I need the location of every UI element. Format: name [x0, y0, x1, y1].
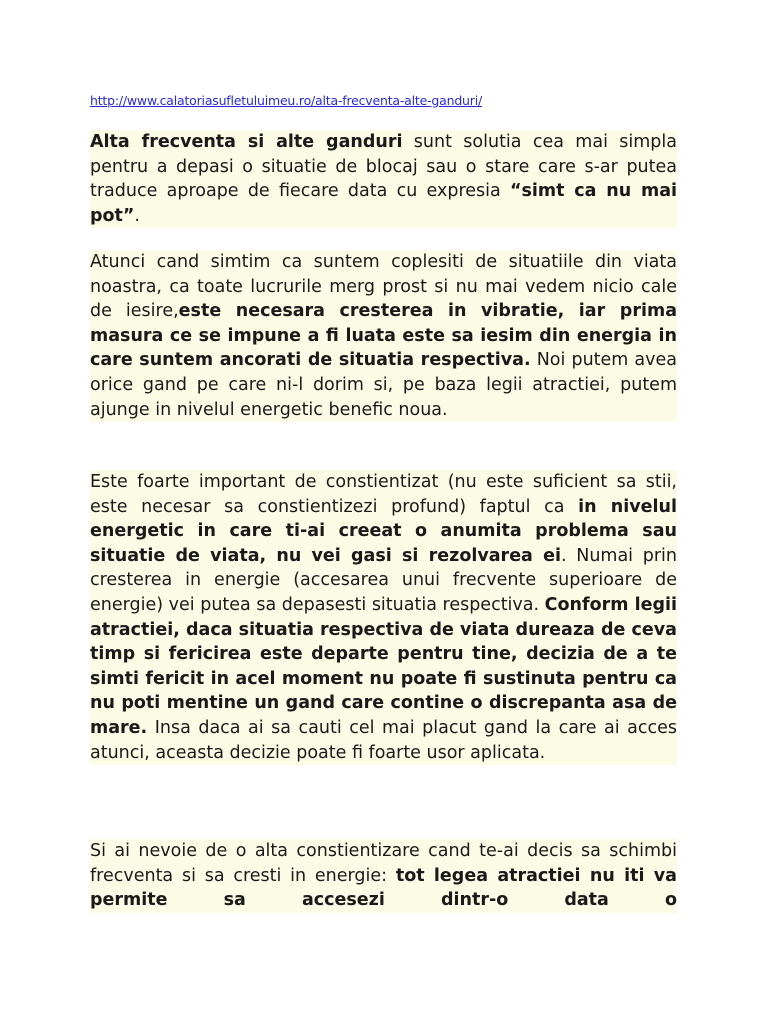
paragraph-1-segment-0: Alta frecventa si alte ganduri [90, 132, 403, 152]
paragraph-3-segment-2: . Numai prin cresterea in energie (accesarea unui frecvente superioare de energie) vei putea sa depasesti situatia respectiva. [90, 545, 677, 615]
paragraph-2-segment-1: este necesara cresterea in vibratie, iar prima masura ce se impune a fi luata este sa iesim din energia in care suntem ancorati de situatia respectiva. [90, 301, 678, 371]
paragraph-2 [90, 250, 677, 422]
paragraph-4 [90, 839, 677, 913]
paragraph-3-segment-0: Este foarte important de constientizat (nu este suficient sa stii, este necesar sa constientizezi profund) faptul ca [90, 472, 677, 517]
paragraph-3-segment-1: in nivelul energetic in care ti-ai creeat o anumita problema sau situatie de viata, nu vei gasi si rezolvarea ei [90, 496, 677, 566]
paragraph-3-segment-3: Conform legii atractiei, daca situatia respectiva de viata dureaza de ceva timp si fericirea este departe pentru tine, decizia de a te simti fericit in acel moment nu poate fi sustinuta pentru ca nu poti mentine un gand care contine o discrepanta asa de mare. [90, 594, 677, 738]
source-url-link[interactable]: http://www.calatoriasufletuluimeu.ro/alta-frecventa-alte-ganduri/ [90, 93, 482, 108]
paragraph-1-segment-1: sunt solutia cea mai simpla pentru a depasi o situatie de blocaj sau o stare care s-ar putea traduce aproape de fiecare data cu expresia [90, 132, 677, 202]
paragraph-4-segment-1: tot legea atractiei nu iti va permite sa accesezi dintr-o data o [90, 865, 677, 911]
paragraph-2-segment-2: Noi putem avea orice gand pe care ni-l dorim si, pe baza legii atractiei, putem ajunge in nivelul energetic benefic noua. [90, 350, 677, 420]
paragraph-1-segment-2: “simt ca nu mai pot” [90, 181, 677, 226]
paragraph-3 [90, 470, 677, 765]
paragraph-4-segment-0: Si ai nevoie de o alta constientizare cand te-ai decis sa schimbi frecventa si sa cresti in energie: [90, 841, 677, 886]
paragraph-1 [90, 130, 677, 228]
paragraph-3-segment-4: Insa daca ai sa cauti cel mai placut gand la care ai acces atunci, aceasta decizie poate fi foarte usor aplicata. [90, 717, 677, 763]
paragraph-1-segment-3: . [134, 205, 140, 226]
paragraph-2-segment-0: Atunci cand simtim ca suntem coplesiti de situatiile din viata noastra, ca toate lucrurile merg prost si nu mai vedem nicio cale de iesire, [90, 252, 677, 322]
